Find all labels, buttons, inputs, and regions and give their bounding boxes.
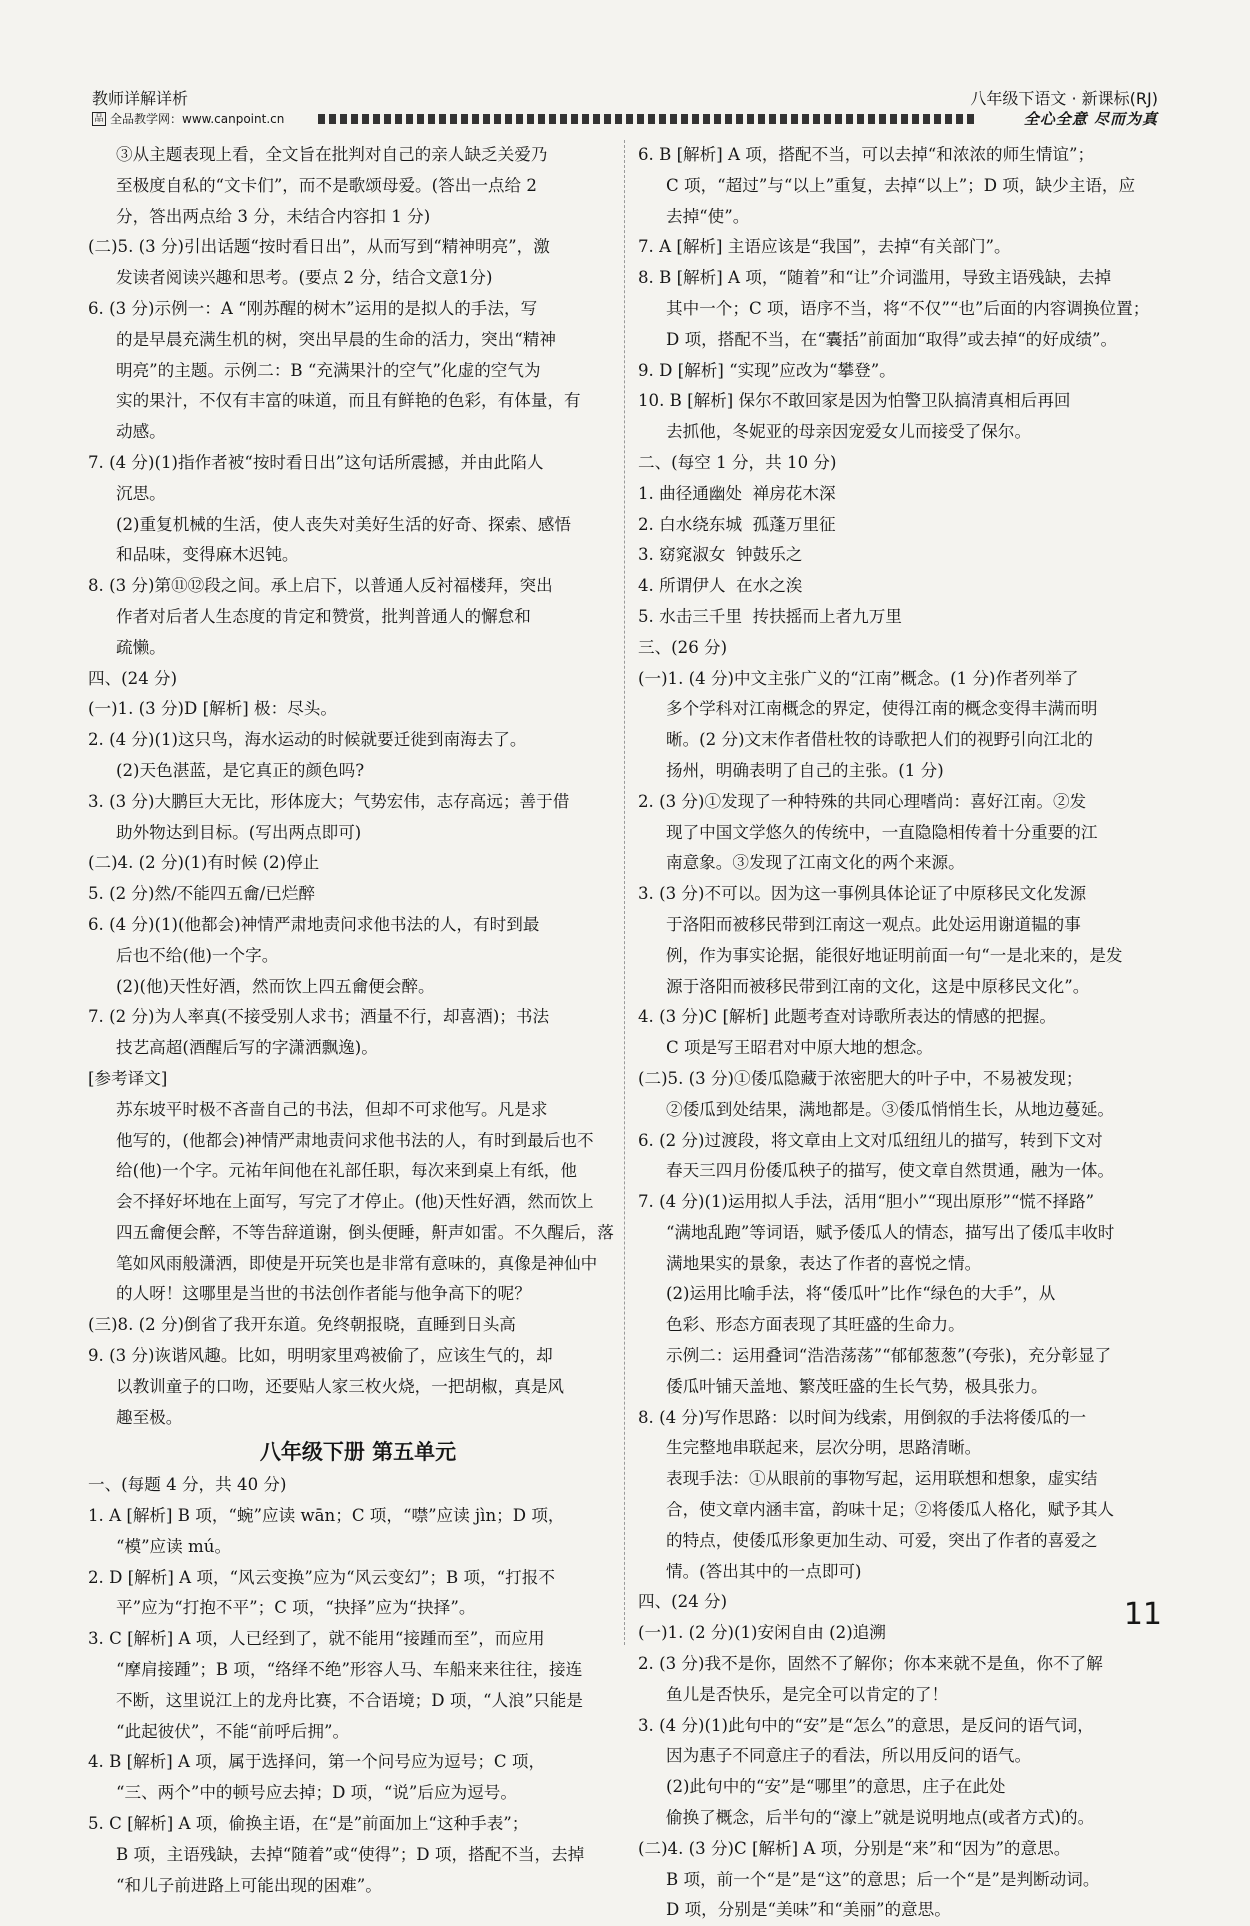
text-line: 1. 曲径通幽处 禅房花木深 [638, 483, 836, 503]
text-line: 平”应为“打抱不平”；C 项，“抉择”应为“抉择”。 [116, 1598, 476, 1618]
text-line: 色彩、形态方面表现了其旺盛的生命力。 [666, 1315, 965, 1335]
text-line: 一、(每题 4 分，共 40 分) [88, 1475, 287, 1495]
text-line: 4. 所谓伊人 在水之涘 [638, 576, 803, 596]
text-line: (2)天色湛蓝，是它真正的颜色吗? [116, 760, 365, 780]
text-line: 作者对后者人生态度的肯定和赞赏，批判普通人的懈怠和 [116, 606, 531, 626]
text-line: 示例二：运用叠词“浩浩荡荡”“郁郁葱葱”(夸张)，充分彰显了 [666, 1346, 1112, 1366]
text-line: 其中一个；C 项，语序不当，将“不仅”“也”后面的内容调换位置； [666, 298, 1150, 318]
text-line: 和品味，变得麻木迟钝。 [116, 545, 299, 565]
text-line: 10. B [解析] 保尔不敢回家是因为怕警卫队搞清真相后再回 [638, 391, 1071, 411]
text-line: (一)1. (4 分)中文主张广义的“江南”概念。(1 分)作者列举了 [638, 668, 1079, 688]
text-line: 8. (4 分)写作思路：以时间为线索，用倒叙的手法将倭瓜的一 [638, 1407, 1087, 1427]
text-line: 6. (2 分)过渡段，将文章由上文对瓜纽纽儿的描写，转到下文对 [638, 1130, 1103, 1150]
text-line: 技艺高超(酒醒后写的字潇洒飘逸)。 [116, 1038, 378, 1058]
text-line: 7. (4 分)(1)运用拟人手法，活用“胆小”“现出原形”“慌不择路” [638, 1192, 1095, 1212]
brand-logo: 全心全意 尽而为真 [1023, 110, 1158, 128]
text-line: 5. 水击三千里 抟扶摇而上者九万里 [638, 606, 902, 626]
text-line: 6. (3 分)示例一：A “刚苏醒的树木”运用的是拟人的手法，写 [88, 298, 538, 318]
text-line: “三、两个”中的顿号应去掉；D 项，“说”后应为逗号。 [116, 1783, 517, 1803]
text-line: 分，答出两点给 3 分，未结合内容扣 1 分) [116, 206, 431, 226]
text-line: (二)4. (3 分)C [解析] A 项，分别是“来”和“因为”的意思。 [638, 1838, 1071, 1858]
text-line: 四、(24 分) [88, 668, 178, 688]
text-line: (一)1. (3 分)D [解析] 极：尽头。 [88, 699, 337, 719]
text-line: 9. (3 分)诙谐风趣。比如，明明家里鸡被偷了，应该生气的，却 [88, 1346, 553, 1366]
text-line: 他写的，(他都会)神情严肃地责问求他书法的人，有时到最后也不 [116, 1130, 594, 1150]
text-line: 四、(24 分) [638, 1592, 728, 1612]
header-site[interactable] [92, 110, 284, 127]
text-line: 苏东坡平时极不吝啬自己的书法，但却不可求他写。凡是求 [116, 1099, 548, 1119]
text-line: 源于洛阳而被移民带到江南的文化，这是中原移民文化”。 [666, 976, 1090, 996]
text-line: 2. (3 分)①发现了一种特殊的共同心理嗜尚：喜好江南。②发 [638, 791, 1087, 811]
text-line: 南意象。③发现了江南文化的两个来源。 [666, 853, 965, 873]
text-line: 2. (3 分)我不是你，固然不了解你；你本来就不是鱼，你不了解 [638, 1654, 1103, 1674]
text-line: 不断，这里说江上的龙舟比赛，不合语境；D 项，“人浪”只能是 [116, 1690, 583, 1710]
text-line: B 项，前一个“是”是“这”的意思；后一个“是”是判断动词。 [666, 1869, 1100, 1889]
header-site-text: 全品教学网：www.canpoint.cn [110, 112, 285, 126]
text-line: (二)5. (3 分)引出话题“按时看日出”，从而写到“精神明亮”，激 [88, 237, 550, 257]
text-line: (2)(他)天性好酒，然而饮上四五龠便会醉。 [116, 976, 435, 996]
right-column [638, 140, 1170, 1926]
text-line: (二)4. (2 分)(1)有时候 (2)停止 [88, 853, 320, 873]
text-line: 6. B [解析] A 项，搭配不当，可以去掉“和浓浓的师生情谊”； [638, 145, 1095, 164]
text-line: 因为惠子不同意庄子的看法，所以用反问的语气。 [666, 1746, 1032, 1766]
text-line: 情。(答出其中的一点即可) [666, 1561, 862, 1581]
text-line: [参考译文] [88, 1068, 168, 1088]
text-line: 晰。(2 分)文末作者借杜牧的诗歌把人们的视野引向江北的 [666, 730, 1094, 750]
text-line: C 项，“超过”与“以上”重复，去掉“以上”；D 项，缺少主语，应 [666, 175, 1136, 195]
left-column [88, 140, 628, 1901]
text-line: 1. A [解析] B 项，“蜿”应读 wān；C 项，“噤”应读 jìn；D 项， [88, 1506, 565, 1526]
text-line: 2. 白水绕东城 孤蓬万里征 [638, 514, 836, 534]
text-line: “和儿子前进路上可能出现的困难”。 [116, 1875, 382, 1895]
text-line: 笔如风雨般潇洒，即使是开玩笑也是非常有意味的，真像是神仙中 [116, 1253, 598, 1273]
text-line: 3. (3 分)大鹏巨大无比，形体庞大；气势宏伟，志存高远；善于借 [88, 791, 570, 811]
text-line: 表现手法：①从眼前的事物写起，运用联想和想象，虚实结 [666, 1469, 1098, 1489]
text-line: ②倭瓜到处结果，满地都是。③倭瓜悄悄生长，从地边蔓延。 [666, 1099, 1115, 1119]
text-line: 去掉“使”。 [666, 206, 750, 226]
text-line: (2)此句中的“安”是“哪里”的意思，庄子在此处 [666, 1777, 1006, 1797]
text-line: 合，使文章内涵丰富，韵味十足；②将倭瓜人格化，赋予其人 [666, 1500, 1115, 1520]
text-line: 春天三四月份倭瓜秧子的描写，使文章自然贯通，融为一体。 [666, 1161, 1115, 1181]
text-line: 动感。 [116, 422, 166, 442]
text-line: 实的果汁，不仅有丰富的味道，而且有鲜艳的色彩，有体量，有 [116, 391, 581, 411]
text-line: 7. (2 分)为人率真(不接受别人求书；酒量不行，却喜酒)；书法 [88, 1007, 550, 1027]
text-line: 沉思。 [116, 483, 166, 503]
text-line: 疏懒。 [116, 637, 166, 657]
text-line: “摩肩接踵”；B 项，“络绎不绝”形容人马、车船来来往往，接连 [116, 1660, 583, 1680]
text-line: (三)8. (2 分)倒省了我开东道。免终朝报晓，直睡到日头高 [88, 1315, 516, 1335]
text-line: 四五龠便会醉，不等告辞道谢，倒头便睡，鼾声如雷。不久醒后，落 [116, 1222, 614, 1242]
text-line: 趣至极。 [116, 1407, 183, 1427]
text-line: B 项，主语残缺，去掉“随着”或“使得”；D 项，搭配不当，去掉 [116, 1844, 585, 1864]
text-line: 5. (2 分)然/不能四五龠/已烂醉 [88, 884, 316, 904]
text-line: 发读者阅读兴趣和思考。(要点 2 分，结合文意1分) [116, 268, 493, 288]
text-line: 满地果实的景象，表达了作者的喜悦之情。 [666, 1253, 982, 1273]
text-line: 助外物达到目标。(写出两点即可) [116, 822, 362, 842]
text-line: 二、(每空 1 分，共 10 分) [638, 452, 837, 472]
text-line: 生完整地串联起来，层次分明，思路清晰。 [666, 1438, 982, 1458]
text-line: D 项，分别是“美味”和“美丽”的意思。 [666, 1900, 951, 1920]
left-column-after-lines [88, 1470, 628, 1901]
text-line: 的特点，使倭瓜形象更加生动、可爱，突出了作者的喜爱之 [666, 1530, 1098, 1550]
section-title: 八年级下册 第五单元 [259, 1440, 457, 1465]
text-line: (一)1. (2 分)(1)安闲自由 (2)追溯 [638, 1623, 886, 1643]
text-line: C 项是写王昭君对中原大地的想念。 [666, 1038, 933, 1058]
text-line: (2)运用比喻手法，将“倭瓜叶”比作“绿色的大手”，从 [666, 1284, 1056, 1304]
text-line: 明亮”的主题。示例二：B “充满果汁的空气”化虚的空气为 [116, 360, 541, 380]
text-line: 鱼儿是否快乐，是完全可以肯定的了！ [666, 1684, 949, 1704]
header-right-title: 八年级下语文 · 新课标(RJ) [970, 89, 1158, 108]
text-line: 9. D [解析] “实现”应改为“攀登”。 [638, 360, 896, 380]
text-line: 3. (4 分)(1)此句中的“安”是“怎么”的意思，是反问的语气词， [638, 1715, 1094, 1735]
text-line: “此起彼伏”，不能“前呼后拥”。 [116, 1721, 350, 1741]
text-line: (2)重复机械的生活，使人丧失对美好生活的好奇、探索、感悟 [116, 514, 571, 534]
text-line: 3. (3 分)不可以。因为这一事例具体论证了中原移民文化发源 [638, 884, 1087, 904]
text-line: 7. A [解析] 主语应该是“我国”，去掉“有关部门”。 [638, 237, 1011, 257]
text-line: 的是早晨充满生机的树，突出早晨的生命的活力，突出“精神 [116, 329, 556, 349]
text-line: 现了中国文学悠久的传统中，一直隐隐相传着十分重要的江 [666, 822, 1098, 842]
text-line: (二)5. (3 分)①倭瓜隐藏于浓密肥大的叶子中，不易被发现； [638, 1068, 1083, 1088]
text-line: 例，作为事实论据，能很好地证明前面一句“一是北来的，是发 [666, 945, 1123, 965]
text-line: 三、(26 分) [638, 637, 728, 657]
right-column-lines [638, 140, 1170, 1926]
text-line: 3. 窈窕淑女 钟鼓乐之 [638, 545, 803, 565]
text-line: 4. (3 分)C [解析] 此题考查对诗歌所表达的情感的把握。 [638, 1007, 1056, 1027]
text-line: 后也不给(他)一个字。 [116, 945, 279, 965]
header-left-title: 教师详解详析 [92, 89, 189, 108]
text-line: 去抓他，冬妮亚的母亲因宠爱女儿而接受了保尔。 [666, 422, 1032, 442]
text-line: ③从主题表现上看，全文旨在批判对自己的亲人缺乏关爱乃 [116, 145, 548, 164]
text-line: 给(他)一个字。元祐年间他在礼部任职，每次来到桌上有纸，他 [116, 1161, 577, 1181]
text-line: 会不择好坏地在上面写，写完了才停止。(他)天性好酒，然而饮上 [116, 1192, 594, 1212]
text-line: 8. (3 分)第⑪⑫段之间。承上启下，以普通人反衬福楼拜，突出 [88, 576, 553, 596]
text-line: 偷换了概念，后半句的“濠上”就是说明地点(或者方式)的。 [666, 1808, 1095, 1828]
text-line: 多个学科对江南概念的界定，使得江南的概念变得丰满而明 [666, 699, 1098, 719]
text-line: 2. D [解析] A 项，“风云变换”应为“风云变幻”；B 项，“打报不 [88, 1567, 555, 1587]
text-line: D 项，搭配不当，在“囊括”前面加“取得”或去掉“的好成绩”。 [666, 329, 1118, 349]
text-line: 7. (4 分)(1)指作者被“按时看日出”这句话所震撼，并由此陷人 [88, 452, 544, 472]
text-line: 3. C [解析] A 项，人已经到了，就不能用“接踵而至”，而应用 [88, 1629, 545, 1649]
text-line: 5. C [解析] A 项，偷换主语，在“是”前面加上“这种手表”； [88, 1814, 529, 1834]
text-line: 2. (4 分)(1)这只鸟，海水运动的时候就要迁徙到南海去了。 [88, 730, 527, 750]
text-line: 的人呀！这哪里是当世的书法创作者能与他争高下的呢？ [116, 1284, 531, 1304]
text-line: 扬州，明确表明了自己的主张。(1 分) [666, 760, 944, 780]
text-line: 以教训童子的口吻，还要贴人家三枚火烧，一把胡椒，真是风 [116, 1376, 565, 1396]
text-line: 至极度自私的“文卡们”，而不是歌颂母爱。(答出一点给 2 [116, 175, 537, 195]
text-line: 于洛阳而被移民带到江南这一观点。此处运用谢道韫的事 [666, 914, 1081, 934]
site-logo-icon: 品 [92, 112, 106, 126]
text-line: 倭瓜叶铺天盖地、繁茂旺盛的生长气势，极具张力。 [666, 1376, 1048, 1396]
text-line: 6. (4 分)(1)(他都会)神情严肃地责问求他书法的人，有时到最 [88, 914, 540, 934]
text-line: “模”应读 mú。 [116, 1536, 232, 1556]
page-number: 11 [1123, 1597, 1162, 1632]
text-line: 4. B [解析] A 项，属于选择问，第一个问号应为逗号；C 项， [88, 1752, 546, 1772]
left-column-lines [88, 140, 628, 1433]
text-line: 8. B [解析] A 项，“随着”和“让”介词滥用，导致主语残缺，去掉 [638, 268, 1112, 288]
header-divider-bar [318, 114, 978, 124]
text-line: “满地乱跑”等词语，赋予倭瓜人的情态，描写出了倭瓜丰收时 [666, 1222, 1115, 1242]
